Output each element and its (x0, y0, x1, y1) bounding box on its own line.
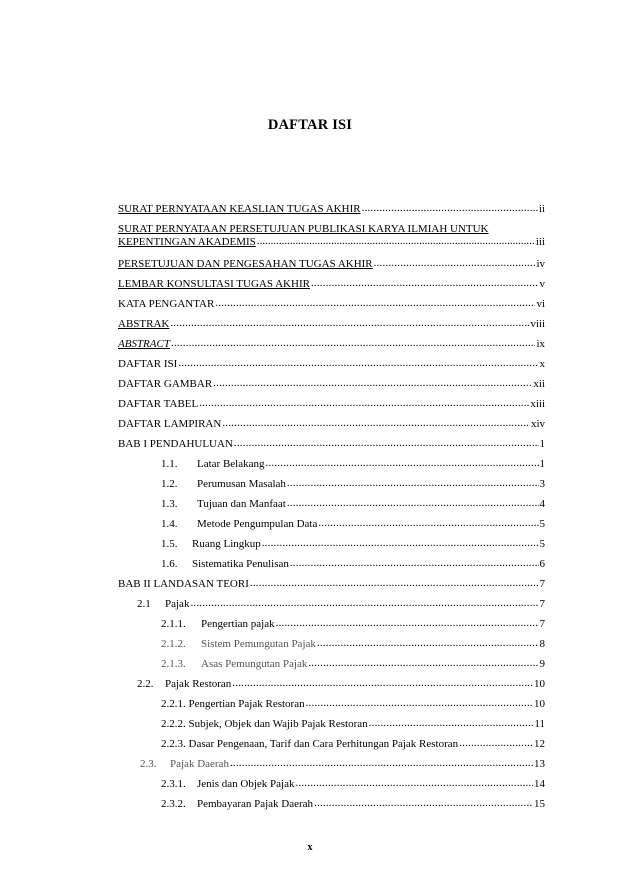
toc-label: Latar Belakang (197, 458, 265, 470)
dot-leader (374, 257, 536, 270)
toc-label: KATA PENGANTAR (118, 298, 215, 310)
toc-page: xiii (530, 398, 545, 410)
dot-leader (215, 297, 535, 310)
toc-label: Jenis dan Objek Pajak (197, 778, 295, 790)
page-title: DAFTAR ISI (267, 117, 353, 133)
toc-label: Sistem Pemungutan Pajak (201, 638, 316, 650)
toc-entry[interactable] (161, 478, 545, 491)
dot-leader (287, 477, 539, 490)
toc-label: Perumusan Masalah (197, 478, 286, 490)
toc-label: Pembayaran Pajak Daerah (197, 798, 314, 810)
toc-label: BAB II LANDASAN TEORI (118, 578, 249, 590)
toc-label: 2.2.2. Subjek, Objek dan Wajib Pajak Restoran (161, 718, 368, 730)
toc-entry[interactable] (118, 438, 545, 451)
toc-page: 6 (539, 558, 545, 570)
dot-leader (295, 777, 533, 790)
toc-entry[interactable] (161, 738, 545, 751)
toc-entry[interactable] (118, 203, 545, 216)
toc-entry[interactable] (118, 298, 545, 311)
toc-label: DAFTAR LAMPIRAN (118, 418, 222, 430)
toc-label: SURAT PERNYATAAN KEASLIAN TUGAS AKHIR (118, 203, 361, 215)
toc-label: ABSTRACT (118, 338, 170, 350)
toc-label: Pajak Restoran (165, 678, 232, 690)
toc-entry[interactable] (161, 498, 545, 511)
toc-label: 2.2.1. Pengertian Pajak Restoran (161, 698, 305, 710)
dot-leader (250, 577, 539, 590)
toc-page: 4 (539, 498, 545, 510)
dot-leader (171, 337, 535, 350)
toc-page: v (539, 278, 545, 290)
toc-entry[interactable] (118, 418, 545, 431)
dot-leader (199, 397, 529, 410)
toc-page: 8 (539, 638, 545, 650)
toc-entry[interactable] (118, 318, 545, 331)
toc-label: Pajak Daerah (170, 758, 229, 770)
toc-page: 14 (534, 778, 545, 790)
toc-entry[interactable] (137, 678, 545, 691)
toc-entry[interactable] (140, 758, 545, 771)
toc-page: iii (535, 236, 545, 248)
toc-label: Asas Pemungutan Pajak (201, 658, 308, 670)
toc-label: ABSTRAK (118, 318, 170, 330)
toc-number: 1.5. (161, 538, 178, 550)
toc-number: 2.3.1. (161, 778, 186, 790)
toc-number: 1.6. (161, 558, 178, 570)
dot-leader (234, 437, 539, 450)
toc-entry[interactable] (118, 398, 545, 411)
toc-entry[interactable] (161, 618, 545, 631)
toc-entry[interactable] (137, 598, 545, 611)
dot-leader (318, 517, 538, 530)
toc-page: 10 (534, 698, 545, 710)
toc-number: 2.1.2. (161, 638, 186, 650)
dot-leader (232, 677, 533, 690)
toc-page: vi (536, 298, 545, 310)
toc-page: 7 (539, 598, 545, 610)
dot-leader (306, 697, 533, 710)
toc-page: 1 (539, 438, 545, 450)
toc-page: 7 (539, 578, 545, 590)
toc-entry[interactable] (161, 778, 545, 791)
toc-label: LEMBAR KONSULTASI TUGAS AKHIR (118, 278, 310, 290)
toc-label: Pajak (165, 598, 190, 610)
dot-leader (170, 317, 529, 330)
toc-page: 9 (539, 658, 545, 670)
toc-label: 2.2.3. Dasar Pengenaan, Tarif dan Cara Perhitungan Pajak Restoran (161, 738, 459, 750)
toc-page: 13 (534, 758, 545, 770)
dot-leader (276, 617, 539, 630)
dot-leader (287, 497, 539, 510)
toc-number: 1.4. (161, 518, 178, 530)
dot-leader (314, 797, 533, 810)
toc-label: DAFTAR ISI (118, 358, 178, 370)
toc-entry[interactable] (118, 338, 545, 351)
toc-entry[interactable] (161, 658, 545, 671)
toc-number: 1.3. (161, 498, 178, 510)
toc-page: xii (533, 378, 545, 390)
toc-entry[interactable] (161, 698, 545, 711)
dot-leader (190, 597, 538, 610)
toc-label: DAFTAR TABEL (118, 398, 199, 410)
toc-page: x (539, 358, 545, 370)
toc-label: Sistematika Penulisan (192, 558, 289, 570)
toc-page: 15 (534, 798, 545, 810)
toc-number: 2.1.1. (161, 618, 186, 630)
toc-label: DAFTAR GAMBAR (118, 378, 213, 390)
toc-page: 7 (539, 618, 545, 630)
toc-entry[interactable] (118, 278, 545, 291)
toc-label: KEPENTINGAN AKADEMIS (118, 236, 256, 248)
toc-number: 2.2. (137, 678, 154, 690)
toc-entry[interactable] (161, 518, 545, 531)
toc-entry[interactable] (161, 798, 545, 811)
toc-entry[interactable] (118, 258, 545, 271)
dot-leader (257, 235, 535, 248)
toc-entry[interactable] (161, 558, 545, 571)
toc-entry[interactable] (118, 578, 545, 591)
toc-entry[interactable] (161, 718, 545, 731)
toc-page: ix (536, 338, 545, 350)
toc-number: 1.2. (161, 478, 178, 490)
toc-page: 5 (539, 518, 545, 530)
dot-leader (266, 457, 539, 470)
dot-leader (262, 537, 539, 550)
toc-page: ii (538, 203, 545, 215)
toc-page: xiv (530, 418, 545, 430)
toc-number: 2.3.2. (161, 798, 186, 810)
toc-entry[interactable] (118, 223, 545, 249)
dot-leader (459, 737, 533, 750)
dot-leader (369, 717, 534, 730)
dot-leader (362, 202, 538, 215)
page-number: x (307, 842, 313, 853)
toc-label: PERSETUJUAN DAN PENGESAHAN TUGAS AKHIR (118, 258, 373, 270)
toc-label: BAB I PENDAHULUAN (118, 438, 233, 450)
toc-page: 1 (539, 458, 545, 470)
dot-leader (308, 657, 538, 670)
toc-number: 1.1. (161, 458, 178, 470)
dot-leader (290, 557, 539, 570)
toc-entry[interactable] (161, 538, 545, 551)
toc-label: SURAT PERNYATAAN PERSETUJUAN PUBLIKASI KARYA ILMIAH UNTUK (118, 223, 489, 235)
toc-page: 12 (534, 738, 545, 750)
toc-number: 2.3. (140, 758, 157, 770)
toc-label: Metode Pengumpulan Data (197, 518, 318, 530)
toc-number: 2.1 (137, 598, 151, 610)
toc-entry[interactable] (118, 358, 545, 371)
dot-leader (213, 377, 532, 390)
toc-page: 11 (534, 718, 545, 730)
toc-page: 10 (534, 678, 545, 690)
toc-label: Tujuan dan Manfaat (197, 498, 286, 510)
toc-number: 2.1.3. (161, 658, 186, 670)
toc-label: Pengertian pajak (201, 618, 275, 630)
toc-page: viii (530, 318, 545, 330)
toc-page: 5 (539, 538, 545, 550)
toc-entry[interactable] (161, 458, 545, 471)
toc-page: iv (536, 258, 545, 270)
dot-leader (178, 357, 538, 370)
dot-leader (311, 277, 539, 290)
dot-leader (230, 757, 533, 770)
dot-leader (317, 637, 539, 650)
dot-leader (222, 417, 530, 430)
toc-entry[interactable] (161, 638, 545, 651)
toc-entry[interactable] (118, 378, 545, 391)
toc-page: 3 (539, 478, 545, 490)
toc-label: Ruang Lingkup (192, 538, 261, 550)
